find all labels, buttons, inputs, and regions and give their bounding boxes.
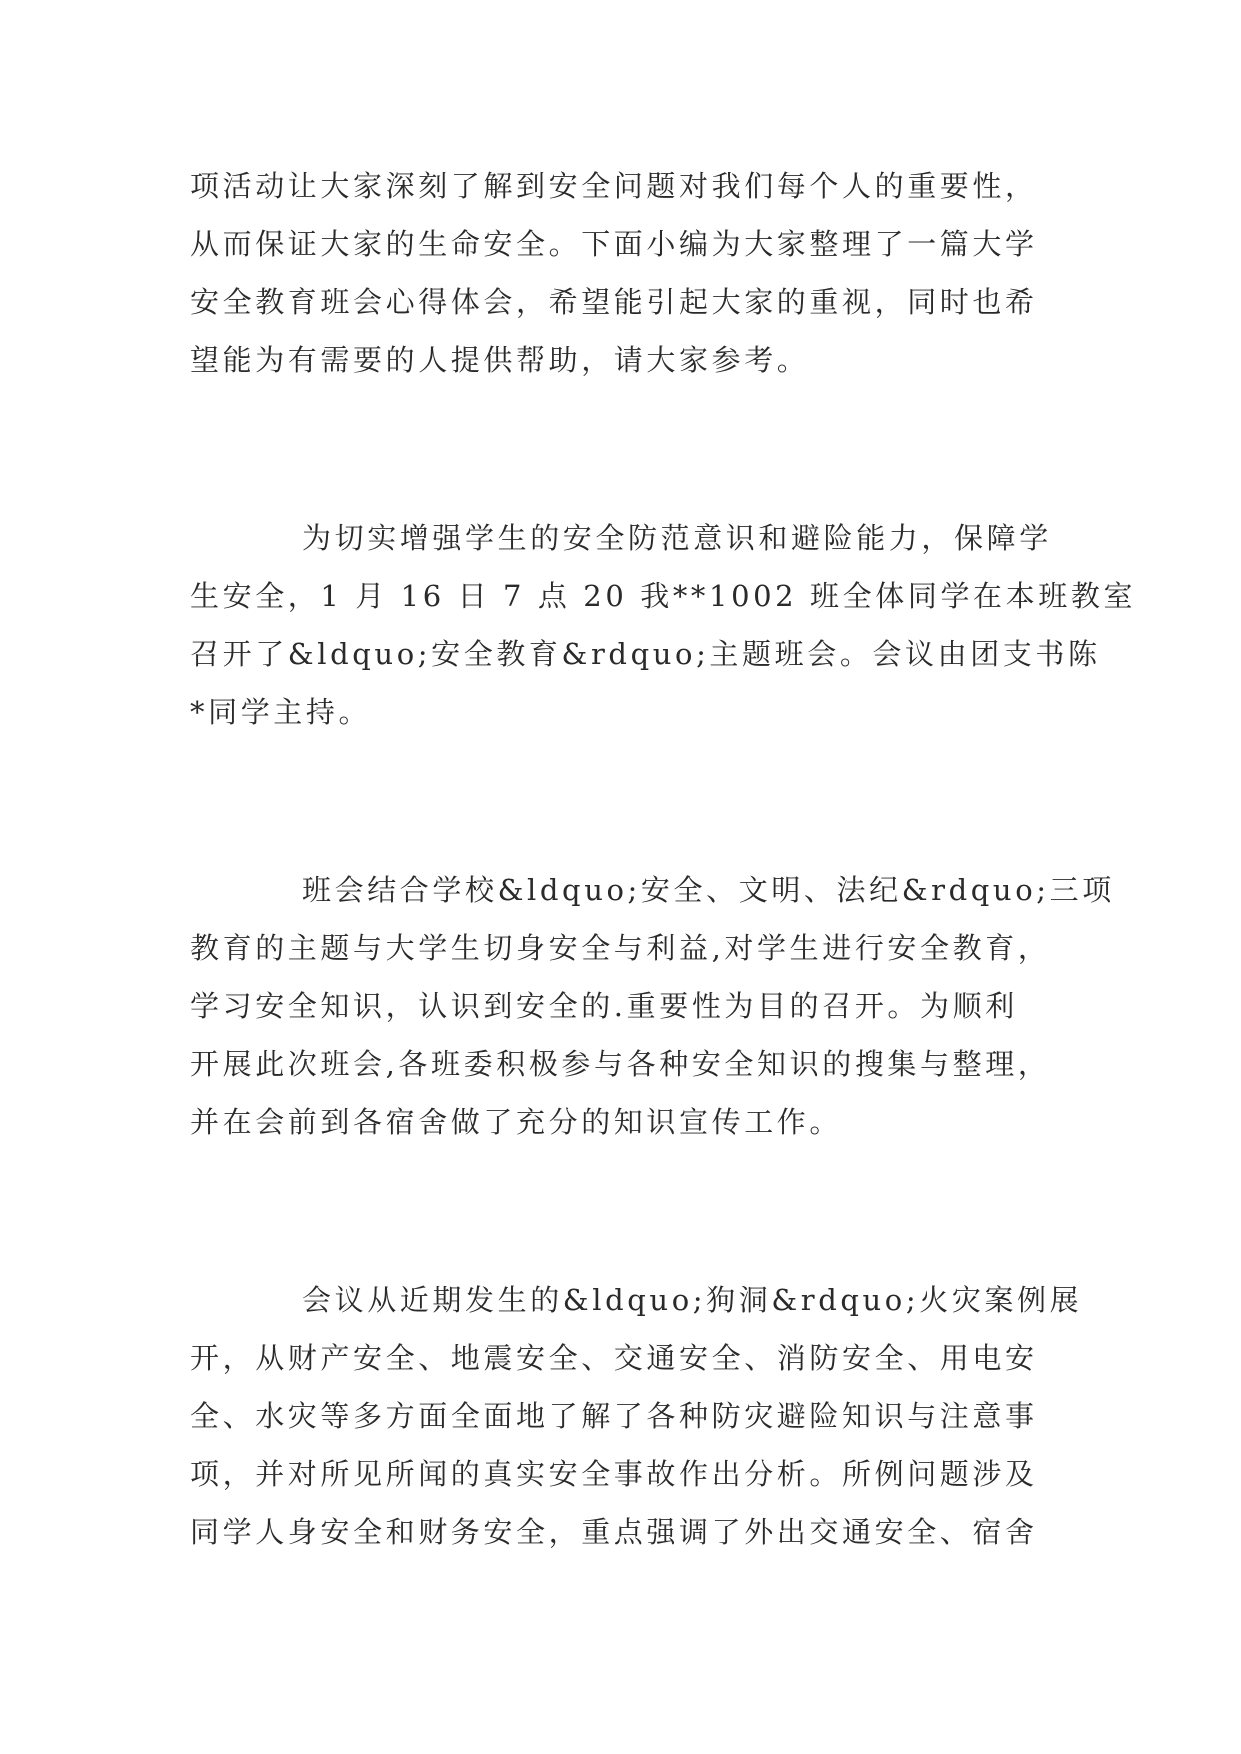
text-line: 生安全，1 月 16 日 7 点 20 我**1002 班全体同学在本班教室	[190, 579, 1137, 613]
paragraph-2	[190, 509, 1137, 741]
text-line: 会议从近期发生的&ldquo;狗洞&rdquo;火灾案例展	[302, 1283, 1083, 1317]
text-line: 并在会前到各宿舍做了充分的知识宣传工作。	[190, 1105, 843, 1139]
text-line: 项活动让大家深刻了解到安全问题对我们每个人的重要性，	[190, 169, 1038, 203]
paragraph-3	[190, 861, 1115, 1151]
text-line: 安全教育班会心得体会，希望能引起大家的重视，同时也希	[190, 285, 1038, 319]
text-line: 全、水灾等多方面全面地了解了各种防灾避险知识与注意事	[190, 1399, 1038, 1433]
text-line: 学习安全知识，认识到安全的.重要性为目的召开。为顺利	[190, 989, 1018, 1023]
text-line: 为切实增强学生的安全防范意识和避险能力，保障学	[302, 521, 1052, 555]
text-line: *同学主持。	[190, 695, 372, 729]
text-line: 召开了&ldquo;安全教育&rdquo;主题班会。会议由团支书陈	[190, 637, 1101, 671]
text-line: 开，从财产安全、地震安全、交通安全、消防安全、用电安	[190, 1341, 1038, 1375]
text-line: 项，并对所见所闻的真实安全事故作出分析。所例问题涉及	[190, 1457, 1038, 1491]
paragraph-4	[190, 1271, 1083, 1561]
paragraph-1	[190, 157, 1050, 389]
text-line: 从而保证大家的生命安全。下面小编为大家整理了一篇大学	[190, 227, 1038, 261]
text-line: 教育的主题与大学生切身安全与利益,对学生进行安全教育，	[190, 931, 1051, 965]
text-line: 望能为有需要的人提供帮助，请大家参考。	[190, 343, 810, 377]
text-line: 班会结合学校&ldquo;安全、文明、法纪&rdquo;三项	[302, 873, 1115, 907]
text-line: 同学人身安全和财务安全，重点强调了外出交通安全、宿舍	[190, 1515, 1038, 1549]
text-line: 开展此次班会,各班委积极参与各种安全知识的搜集与整理，	[190, 1047, 1051, 1081]
